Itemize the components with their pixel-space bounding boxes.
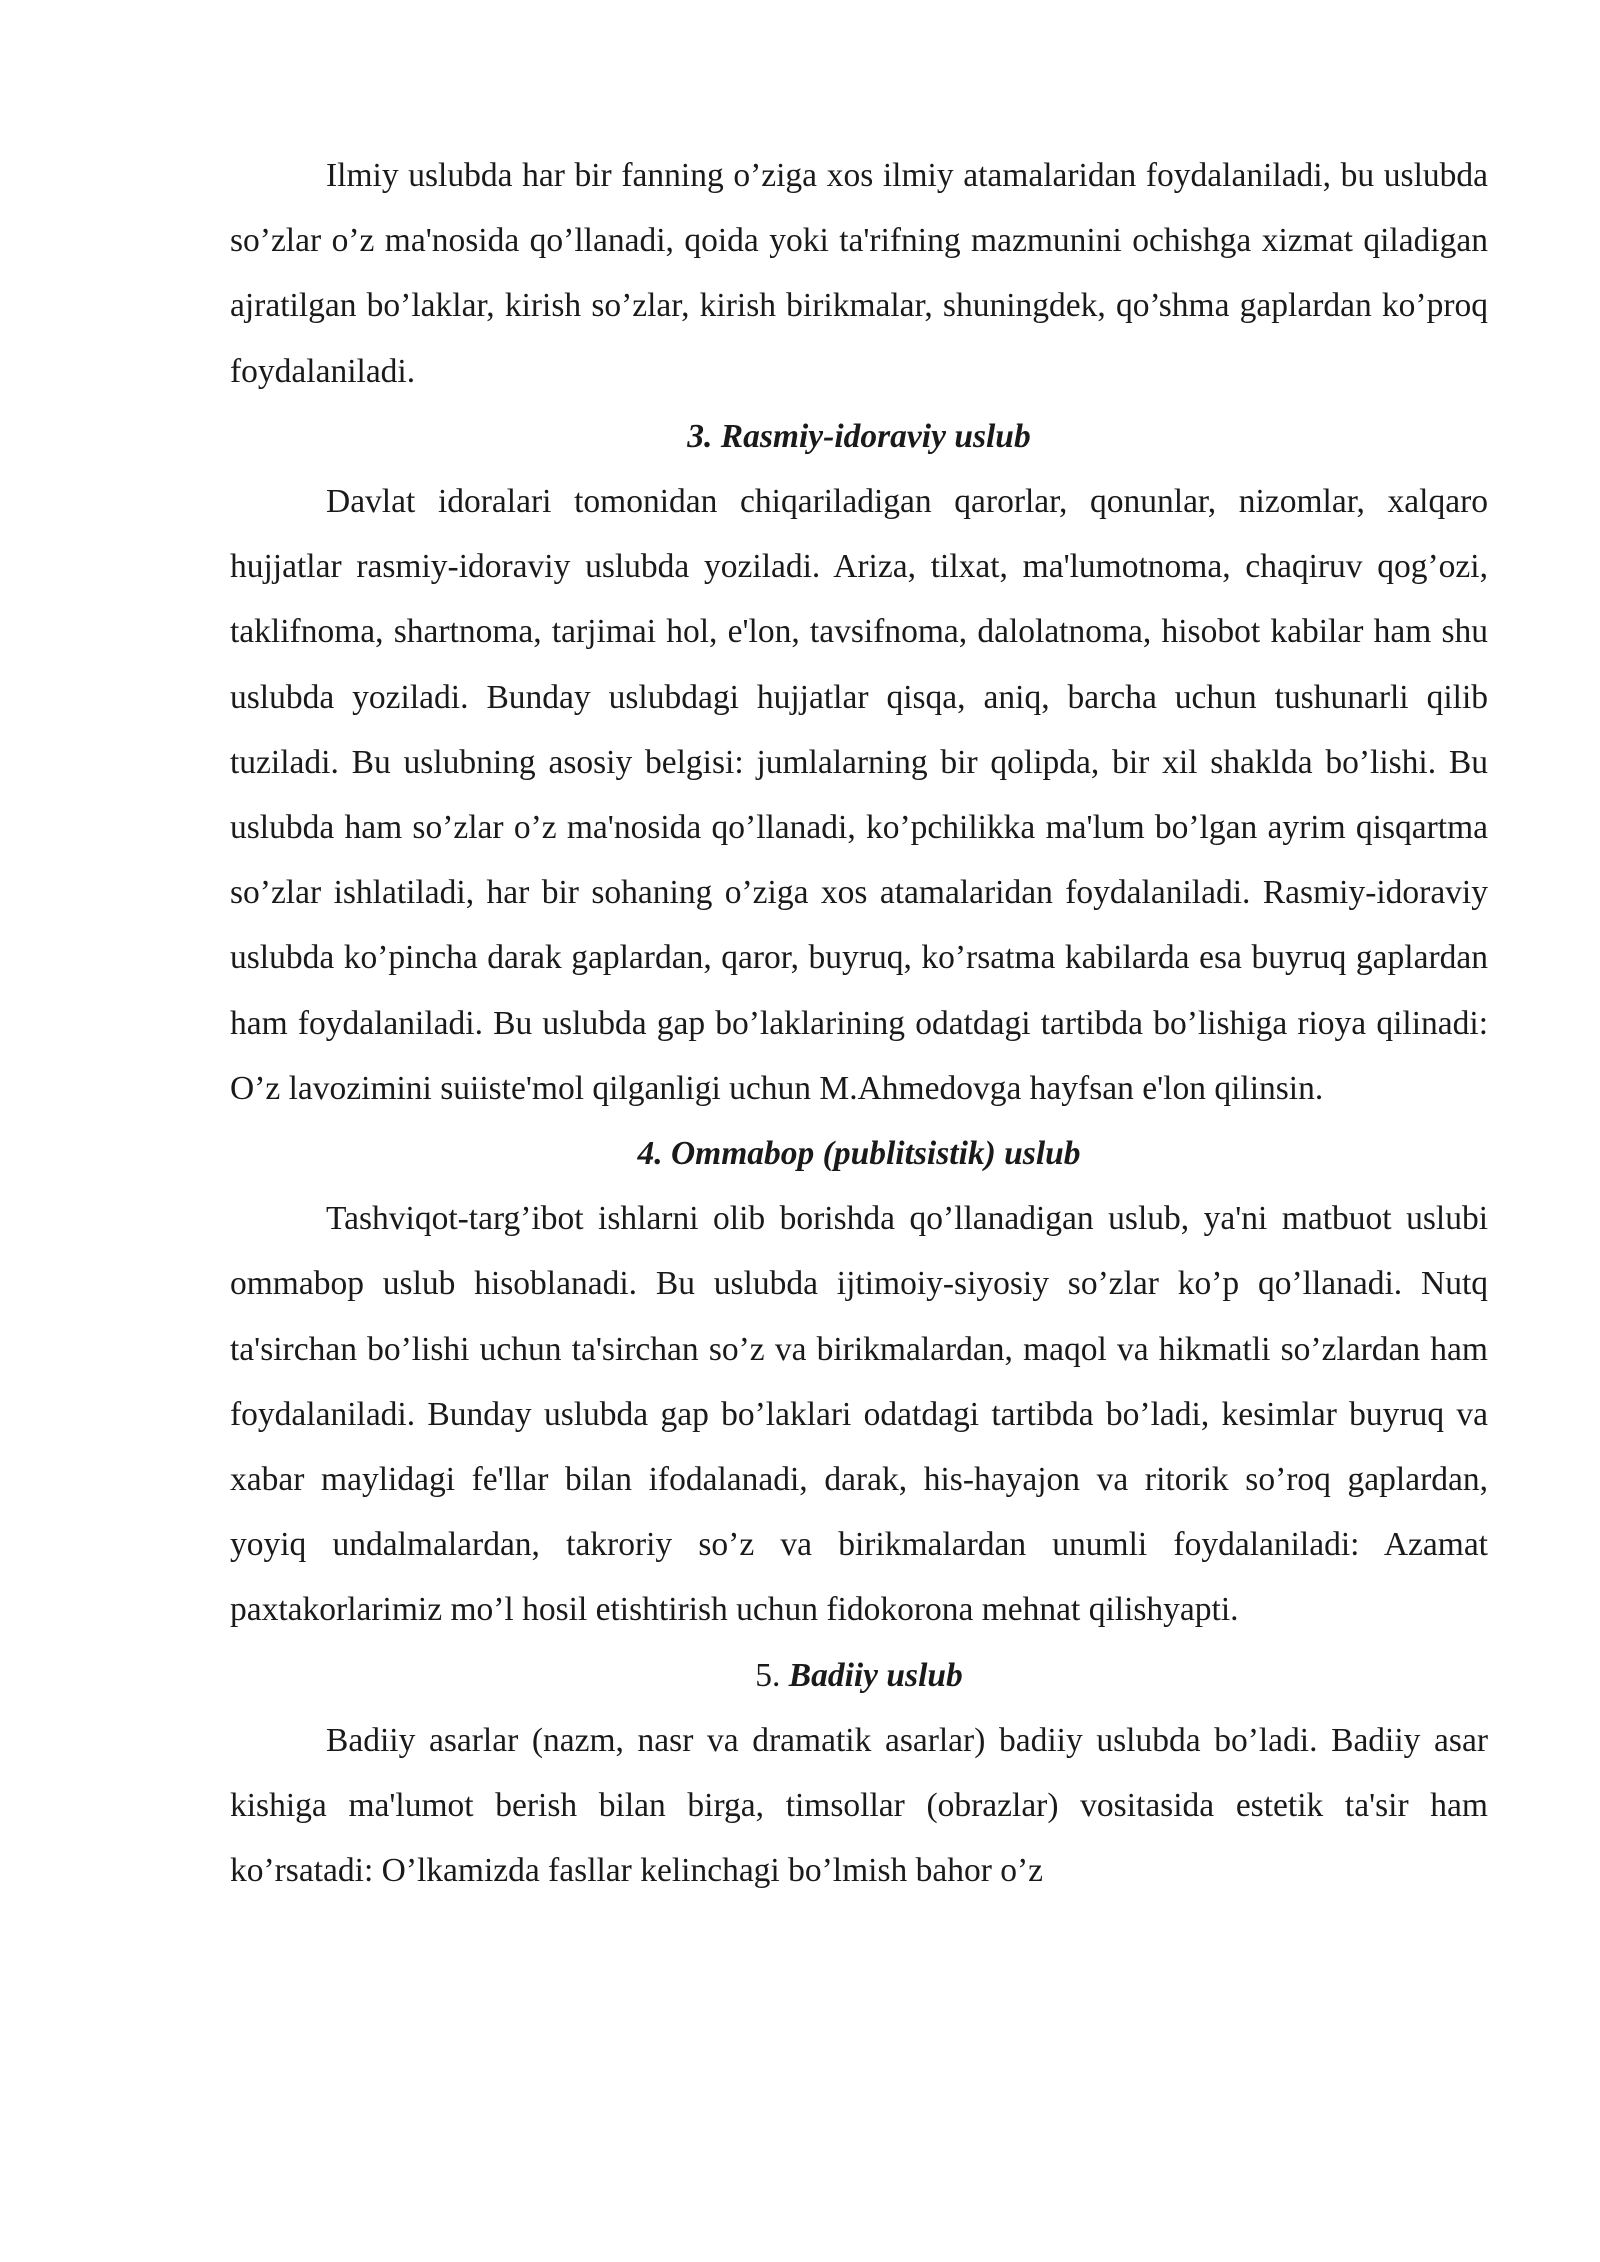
heading-badiiy-uslub-number: 5. bbox=[755, 1656, 789, 1694]
paragraph-rasmiy-idoraviy-uslub: Davlat idoralari tomonidan chiqariladigan qarorlar, qonunlar, nizomlar, xalqaro hujjatlar rasmiy-idoraviy uslubda yoziladi. Ariza, tilxat, ma'lumotnoma, chaqiruv qog’ozi, taklifnoma, shartnoma, tarjimai hol, e'lon, tavsifnoma, dalolatnoma, hisobot kabilar ham shu uslubda yoziladi. Bunday uslubdagi hujjatlar qisqa, aniq, barcha uchun tushunarli qilib tuziladi. Bu uslubning asosiy belgisi: jumlalarning bir qolipda, bir xil shaklda bo’lishi. Bu uslubda ham so’zlar o’z ma'nosida qo’llanadi, ko’pchilikka ma'lum bo’lgan ayrim qisqartma so’zlar ishlatiladi, har bir sohaning o’ziga xos atamalaridan foydalaniladi. Rasmiy-idoraviy uslubda ko’pincha darak gaplardan, qaror, buyruq, ko’rsatma kabilarda esa buyruq gaplardan ham foydalaniladi. Bu uslubda gap bo’laklarining odatdagi tartibda bo’lishiga rioya qilinadi: O’z lavozimini suiiste'mol qilganligi uchun M.Ahmedovga hayfsan e'lon qilinsin. bbox=[230, 483, 1488, 1107]
paragraph-ommabop-uslub: Tashviqot-targ’ibot ishlarni olib borishda qo’llanadigan uslub, ya'ni matbuot uslubi ommabop uslub hisoblanadi. Bu uslubda ijtimoiy-siyosiy so’zlar ko’p qo’llanadi. Nutq ta'sirchan bo’lishi uchun ta'sirchan so’z va birikmalardan, maqol va hikmatli so’zlardan ham foydalaniladi. Bunday uslubda gap bo’laklari odatdagi tartibda bo’ladi, kesimlar buyruq va xabar maylidagi fe'llar bilan ifodalanadi, darak, his-hayajon va ritorik so’roq gaplardan, yoyiq undalmalardan, takroriy so’z va birikmalardan unumli foydalaniladi: Azamat paxtakorlarimiz mo’l hosil etishtirish uchun fidokorona mehnat qilishyapti. bbox=[230, 1200, 1488, 1629]
heading-badiiy-uslub bbox=[230, 1643, 1488, 1708]
heading-badiiy-uslub-title: Badiiy uslub bbox=[788, 1656, 963, 1694]
document-page bbox=[230, 143, 1488, 1903]
heading-ommabop-uslub: 4. Ommabop (publitsistik) uslub bbox=[637, 1135, 1081, 1173]
paragraph-ilmiy-uslub: Ilmiy uslubda har bir fanning o’ziga xos ilmiy atamalaridan foydalaniladi, bu uslubda so’zlar o’z ma'nosida qo’llanadi, qoida yoki ta'rifning mazmunini ochishga xizmat qiladigan ajratilgan bo’laklar, kirish so’zlar, kirish birikmalar, shuningdek, qo’shma gaplardan ko’proq foydalaniladi. bbox=[230, 157, 1488, 390]
heading-rasmiy-idoraviy-uslub: 3. Rasmiy-idoraviy uslub bbox=[687, 417, 1031, 455]
paragraph-badiiy-uslub: Badiiy asarlar (nazm, nasr va dramatik asarlar) badiiy uslubda bo’ladi. Badiiy asar kishiga ma'lumot berish bilan birga, timsollar (obrazlar) vositasida estetik ta'sir ham ko’rsatadi: O’lkamizda fasllar kelinchagi bo’lmish bahor o’z bbox=[230, 1721, 1488, 1890]
